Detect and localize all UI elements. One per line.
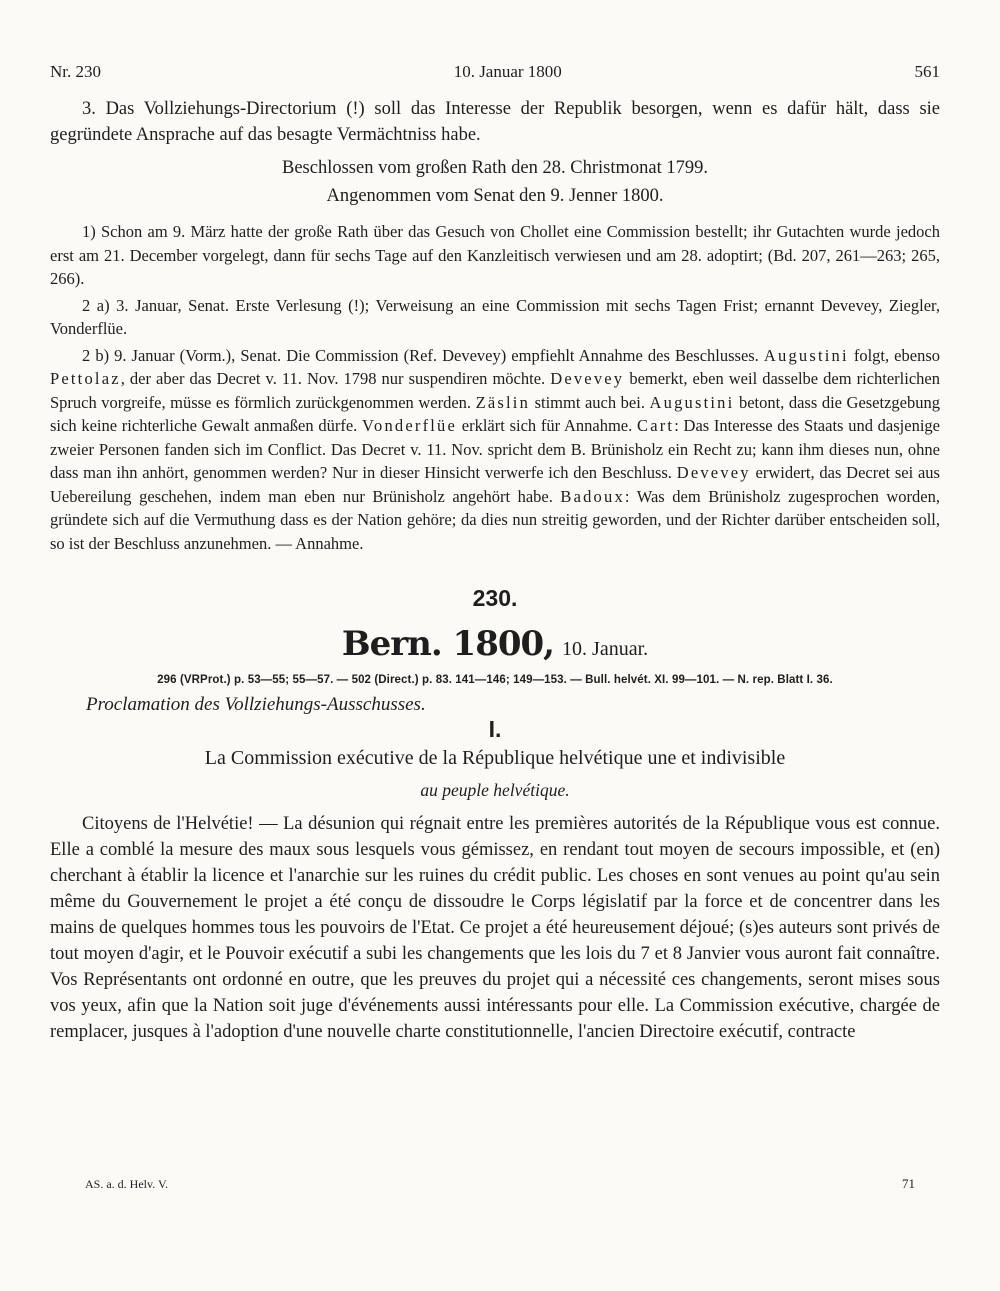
speaker-name: Devevey bbox=[550, 369, 625, 388]
speaker-name: Vonderflüe bbox=[362, 416, 458, 435]
document-title: Proclamation des Vollziehungs-Ausschusses. bbox=[86, 694, 426, 715]
resolution-line: Beschlossen vom großen Rath den 28. Christmonat 1799. bbox=[282, 158, 708, 178]
proclamation-heading: La Commission exécutive de la République helvétique une et indivisible bbox=[204, 747, 786, 769]
note-text: bemerkt, eben weil dasselbe dem richterlichen Spruch vorgreife, müsse es förmlich zurückgenommen werden. bbox=[50, 369, 940, 412]
continuation-paragraph: 3. Das Vollziehungs-Directorium (!) soll das Interesse der Republik besorgen, wenn es dafür hält, dass sie gegründete Ansprache auf das besagte Vermächtniss habe. bbox=[50, 99, 940, 145]
acceptance-line: Angenommen vom Senat den 9. Jenner 1800. bbox=[326, 186, 664, 206]
page-footer bbox=[85, 1176, 915, 1192]
speaker-name: Devevey bbox=[676, 463, 751, 482]
speaker-name: Augustini bbox=[763, 345, 849, 365]
document-date: 10. Januar. bbox=[562, 638, 649, 660]
section-number: I. bbox=[488, 716, 502, 742]
note-text: : Das Interesse des Staats und dasjenige zweier Personen fanden sich im Conflict. Das Decret v. 11. Nov. spricht dem B. Brünisholz ein Recht zu; kann ihm dieses nun, ohne dass man ihn anhört, genommen werden? Nur in dieser Hinsicht verwerfe ich den Beschluss. bbox=[50, 416, 940, 482]
proclamation-text: Citoyens de l'Helvétie! — La désunion qui régnait entre les premières autorités de la République vous est connue. Elle a comblé la mesure des maux sous lesquels vous gémissez, en rendant tout moyen de secours impossible, et (en) cherchant à établir la licence et l'anarchie sur les ruines du crédit public. Les choses en sont venues au point qu'au sein même du Gouvernement le projet a été conçu de dissoudre le Corps législatif par la force et de concentrer dans les mains de quelques hommes tous les pouvoirs de l'Etat. Ce projet a été heureusement déjoué; (s)es auteurs sont privés de tout moyen d'agir, et le Pouvoir exécutif a subi les changements que les lois du 7 et 8 Janvier vous auront fait connaître. Vos Représentants ont ordonné en outre, que les preuves du projet qui a nécessité ces changements, seront mises sous vos yeux, afin que la Nation soit juge d'événements aussi intéressants pour elle. La Commission exécutive, chargée de remplacer, jusques à l'adoption d'une nouvelle charte constitutionnelle, l'ancien Directoire exécutif, contracte bbox=[50, 814, 940, 1042]
speaker-name: Augustini bbox=[649, 392, 735, 412]
page bbox=[50, 62, 940, 1045]
page-number: 561 bbox=[914, 62, 940, 81]
note-text: 2 b) 9. Januar (Vorm.), Senat. Die Commission (Ref. Devevey) empfiehlt Annahme des Beschlusses. bbox=[82, 345, 764, 365]
footnote-2a: 2 a) 3. Januar, Senat. Erste Verlesung (!); Verweisung an eine Commission mit sechs Tagen Frist; ernannt Devevey, Ziegler, Vonderflüe. bbox=[50, 295, 940, 338]
footnote-2b bbox=[50, 344, 940, 556]
proclamation-subheading: au peuple helvétique. bbox=[420, 780, 570, 800]
header-date: 10. Januar 1800 bbox=[453, 62, 562, 81]
note-text: stimmt auch bei. bbox=[530, 392, 650, 412]
source-references: 296 (VRProt.) p. 53—55; 55—57. — 502 (Direct.) p. 83. 141—146; 149—153. — Bull. helvét. XI. 99—101. — N. rep. Blatt I. 36. bbox=[157, 674, 833, 686]
place-date-line bbox=[50, 624, 940, 664]
speaker-name: Cart bbox=[636, 416, 675, 435]
note-text: : Was dem Brünisholz zugesprochen worden, gründete sich auf die Vermuthung dass es der Nation gehöre; da dies nun streitig geworden, und der Richter darüber entscheiden soll, so ist der Beschluss anzunehmen. — Annahme. bbox=[50, 486, 940, 553]
footer-series: AS. a. d. Helv. V. bbox=[85, 1177, 169, 1191]
document-place: Bern. 1800, bbox=[341, 624, 555, 664]
speaker-name: Zäslin bbox=[475, 392, 531, 412]
note-text: erklärt sich für Annahme. bbox=[457, 416, 637, 435]
note-text: , der aber das Decret v. 11. Nov. 1798 nur suspendiren möchte. bbox=[120, 369, 551, 388]
note-text: betont, dass die Gesetzgebung sich keine richterliche Gewalt anmaßen dürfe. bbox=[50, 392, 940, 435]
speaker-name: Badoux bbox=[560, 486, 625, 506]
document-number-header: Nr. 230 bbox=[50, 62, 101, 81]
signature-mark: 71 bbox=[902, 1176, 915, 1191]
running-head bbox=[50, 62, 940, 82]
speaker-name: Pettolaz bbox=[50, 369, 121, 388]
document-number: 230. bbox=[472, 585, 518, 611]
note-text: erwidert, das Decret sei aus Uebereilung geschehen, indem man eben nur Brünisholz angehört habe. bbox=[50, 463, 940, 506]
note-text: folgt, ebenso bbox=[848, 345, 940, 365]
footnote-1: 1) Schon am 9. März hatte der große Rath über das Gesuch von Chollet eine Commission bestellt; ihr Gutachten wurde jedoch erst am 21. December vorgelegt, dann für sechs Tage auf den Kanzleitisch verwiesen und am 28. adoptirt; (Bd. 207, 261—263; 265, 266). bbox=[50, 222, 940, 288]
